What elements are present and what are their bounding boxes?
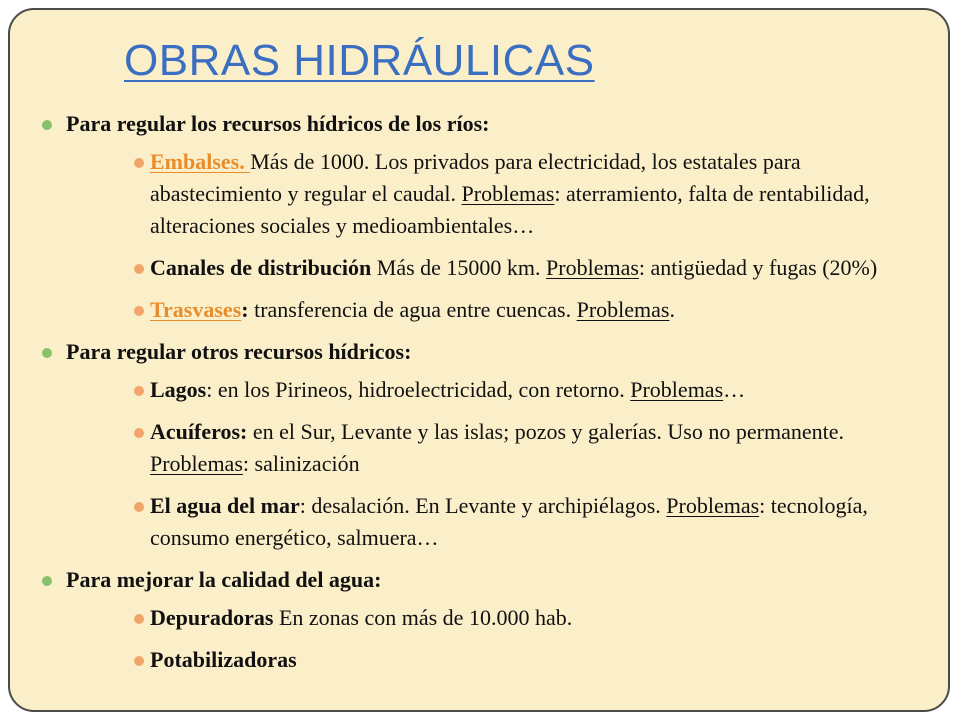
problems-label: Problemas bbox=[630, 377, 724, 402]
item-depuradoras bbox=[66, 602, 950, 634]
item-potabilizadoras bbox=[66, 644, 950, 676]
item-lead: Potabilizadoras bbox=[150, 647, 297, 672]
bullet-icon bbox=[134, 386, 144, 396]
section-otros bbox=[10, 336, 950, 554]
item-text: : desalación. En Levante y archipiélagos. bbox=[299, 493, 667, 518]
item-agua-mar bbox=[66, 490, 950, 554]
problems-label: Problemas bbox=[546, 255, 639, 280]
bullet-icon bbox=[134, 656, 144, 666]
item-canales bbox=[66, 252, 950, 284]
section-calidad bbox=[10, 564, 950, 676]
problems-label: Problemas bbox=[461, 181, 555, 206]
item-trasvases bbox=[66, 294, 950, 326]
problems-label: Problemas bbox=[150, 451, 243, 476]
item-lead: Lagos bbox=[150, 377, 207, 402]
item-lead: Canales de distribución bbox=[150, 255, 372, 280]
section-rios bbox=[10, 108, 950, 326]
bullet-icon bbox=[134, 158, 144, 168]
item-acuiferos bbox=[66, 416, 950, 480]
item-text: : antigüedad y fugas (20%) bbox=[638, 255, 878, 280]
item-text: … bbox=[723, 377, 746, 402]
item-text: En zonas con más de 10.000 hab. bbox=[273, 605, 573, 630]
item-lead-suffix: : bbox=[241, 297, 249, 322]
slide bbox=[8, 8, 950, 712]
bullet-icon bbox=[134, 306, 144, 316]
sub-list bbox=[66, 146, 950, 326]
bullet-list bbox=[10, 108, 950, 676]
slide-title: OBRAS HIDRÁULICAS bbox=[124, 36, 595, 85]
bullet-icon bbox=[134, 428, 144, 438]
item-text: : salinización bbox=[242, 451, 360, 476]
section-heading: Para regular los recursos hídricos de los ríos: bbox=[66, 111, 490, 136]
problems-label: Problemas bbox=[576, 297, 670, 322]
item-embalses bbox=[66, 146, 950, 242]
item-lead: El agua del mar bbox=[150, 493, 300, 518]
item-lagos bbox=[66, 374, 950, 406]
item-text: . bbox=[669, 297, 675, 322]
item-lead: Acuíferos: bbox=[150, 419, 248, 444]
section-heading: Para mejorar la calidad del agua: bbox=[66, 567, 382, 592]
problems-label: Problemas bbox=[666, 493, 760, 518]
slide-content bbox=[10, 108, 950, 686]
item-text: : tecnología, consumo energético, salmuera… bbox=[150, 493, 868, 550]
item-text: Más de 15000 km. bbox=[371, 255, 547, 280]
bullet-icon bbox=[134, 614, 144, 624]
item-text: : en los Pirineos, hidroelectricidad, con retorno. bbox=[206, 377, 631, 402]
bullet-icon bbox=[134, 502, 144, 512]
item-text: en el Sur, Levante y las islas; pozos y galerías. Uso no permanente. bbox=[247, 419, 844, 444]
bullet-icon bbox=[42, 576, 52, 586]
bullet-icon bbox=[134, 264, 144, 274]
bullet-icon bbox=[42, 348, 52, 358]
embalses-link[interactable]: Embalses. bbox=[150, 149, 251, 174]
sub-list bbox=[66, 602, 950, 676]
item-lead: Depuradoras bbox=[150, 605, 274, 630]
item-text: Más de 1000. Los privados para electricidad, los estatales para abastecimiento y regular el caudal. bbox=[150, 149, 801, 206]
sub-list bbox=[66, 374, 950, 554]
item-text: transferencia de agua entre cuencas. bbox=[248, 297, 577, 322]
bullet-icon bbox=[42, 120, 52, 130]
item-text: : aterramiento, falta de rentabilidad, alteraciones sociales y medioambientales… bbox=[150, 181, 870, 238]
trasvases-link[interactable]: Trasvases bbox=[150, 297, 242, 322]
section-heading: Para regular otros recursos hídricos: bbox=[66, 339, 412, 364]
